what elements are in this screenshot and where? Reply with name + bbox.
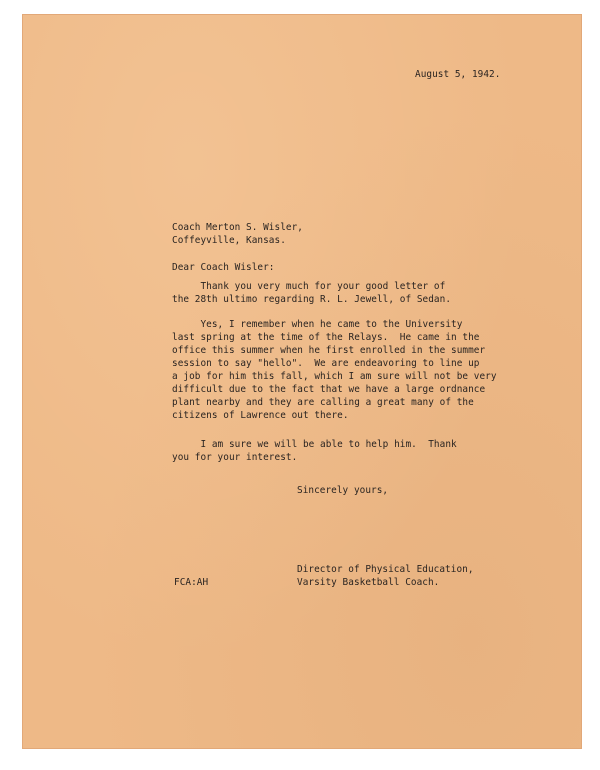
letter-page [22, 14, 582, 749]
recipient-location: Coffeyville, Kansas. [172, 235, 286, 246]
paragraph-line: plant nearby and they are calling a great many of the [172, 397, 474, 408]
paragraph-line: a job for him this fall, which I am sure will not be very [172, 371, 497, 382]
salutation: Dear Coach Wisler: [172, 262, 275, 273]
paragraph-line: the 28th ultimo regarding R. L. Jewell, of Sedan. [172, 294, 452, 305]
paragraph-line: difficult due to the fact that we have a large ordnance [172, 384, 486, 395]
paragraph-line: Thank you very much for your good letter of [172, 281, 446, 292]
paragraph-line: Yes, I remember when he came to the University [172, 319, 463, 330]
closing: Sincerely yours, [297, 485, 389, 496]
paragraph-line: session to say "hello". We are endeavoring to line up [172, 358, 480, 369]
reference-initials: FCA:AH [174, 577, 209, 588]
paragraph-line: office this summer when he first enrolled in the summer [172, 345, 486, 356]
recipient-name: Coach Merton S. Wisler, [172, 222, 303, 233]
paragraph-line: citizens of Lawrence out there. [172, 410, 349, 421]
signature-title-2: Varsity Basketball Coach. [297, 577, 440, 588]
paragraph-line: last spring at the time of the Relays. He came in the [172, 332, 480, 343]
paragraph-line: I am sure we will be able to help him. Thank [172, 439, 457, 450]
signature-title-1: Director of Physical Education, [297, 564, 474, 575]
letter-date: August 5, 1942. [415, 69, 501, 80]
paragraph-line: you for your interest. [172, 452, 298, 463]
